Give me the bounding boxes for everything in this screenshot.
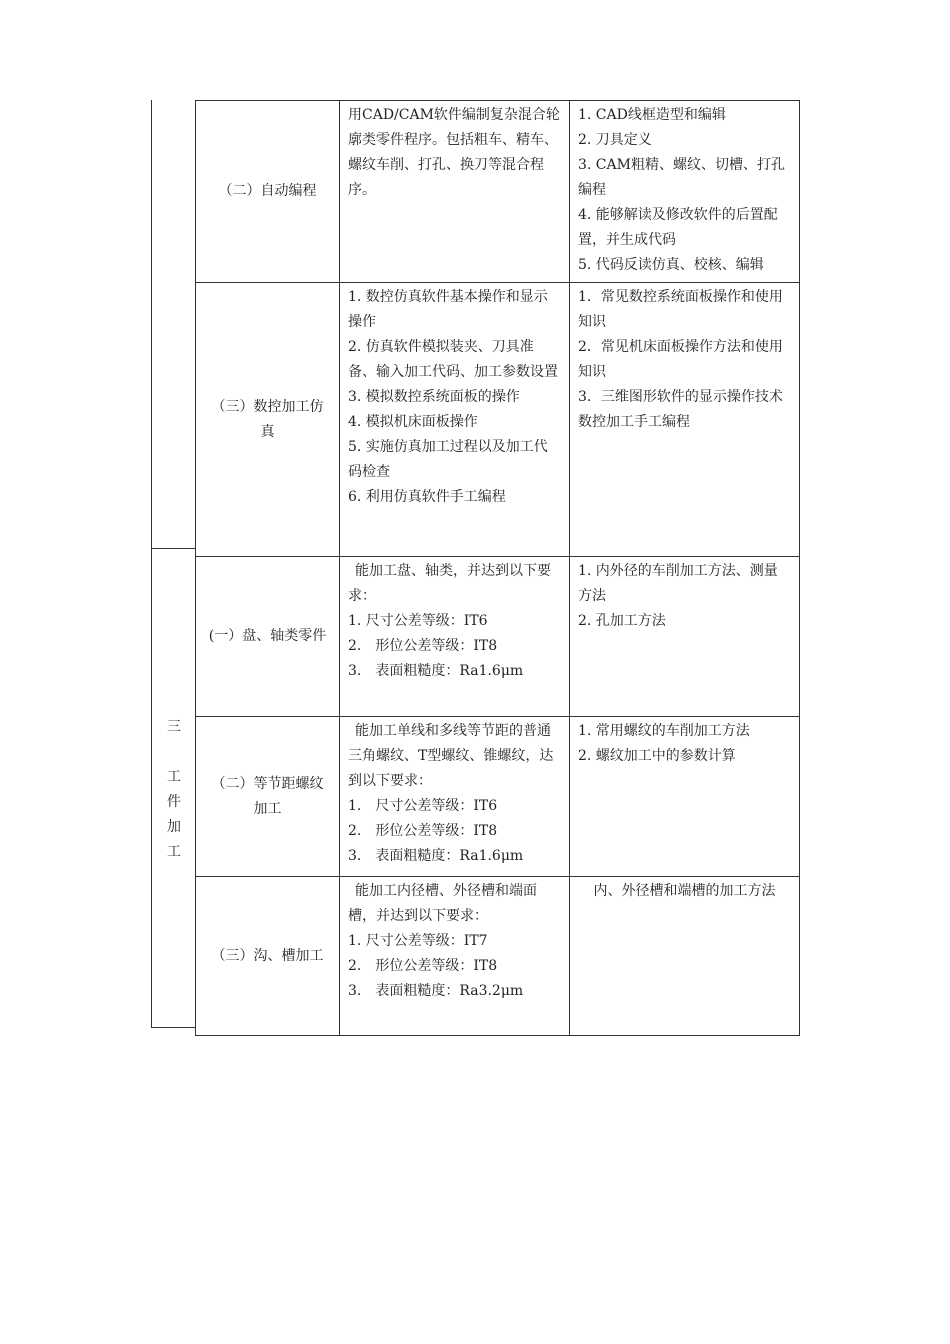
topic-text: (一）盘、轴类零件 <box>208 628 327 644</box>
section-label-char: 三 <box>167 719 181 735</box>
table-row <box>196 877 800 1036</box>
content-line: 6. 利用仿真软件手工编程 <box>348 489 506 505</box>
content-line: 能加工盘、轴类，并达到以下要求： <box>348 563 551 604</box>
knowledge-line: 内、外径槽和端槽的加工方法 <box>593 883 776 899</box>
knowledge-line: 1. CAD线框造型和编辑 <box>578 107 726 123</box>
content-line: 能加工内径槽、外径槽和端面槽，并达到以下要求： <box>348 883 537 924</box>
knowledge-cell <box>570 717 800 877</box>
content-cell <box>340 101 570 283</box>
content-cell <box>340 557 570 717</box>
content-cell <box>340 877 570 1036</box>
content-line: 3. 表面粗糙度：Ra3.2μm <box>348 983 524 999</box>
section-cell-three <box>151 548 195 1028</box>
content-cell <box>340 283 570 557</box>
topic-cell <box>196 877 340 1036</box>
topic-cell <box>196 717 340 877</box>
content-line: 1. 尺寸公差等级：IT6 <box>348 613 488 629</box>
content-line: 4. 模拟机床面板操作 <box>348 414 478 430</box>
knowledge-line: 4. 能够解读及修改软件的后置配置，并生成代码 <box>578 207 778 248</box>
knowledge-line: 1. 常用螺纹的车削加工方法 <box>578 723 750 739</box>
topic-text: （三）数控加工仿真 <box>211 398 324 440</box>
content-cell <box>340 717 570 877</box>
table-row <box>196 283 800 557</box>
topic-text: （二）等节距螺纹加工 <box>211 775 324 817</box>
knowledge-line: 2. 刀具定义 <box>578 132 652 148</box>
section-label-char: 件 <box>167 794 181 810</box>
knowledge-cell <box>570 101 800 283</box>
table-row <box>196 101 800 283</box>
content-line: 用CAD/CAM软件编制复杂混合轮廓类零件程序。包括粗车、精车、螺纹车削、打孔、换刀等混合程序。 <box>348 107 560 198</box>
knowledge-cell <box>570 283 800 557</box>
syllabus-table <box>195 100 800 1036</box>
content-line: 1. 尺寸公差等级：IT7 <box>348 933 488 949</box>
content-line: 2. 仿真软件模拟装夹、刀具准备、输入加工代码、加工参数设置 <box>348 339 558 380</box>
knowledge-cell <box>570 877 800 1036</box>
content-line: 3. 表面粗糙度：Ra1.6μm <box>348 848 524 864</box>
section-cell-previous <box>151 100 195 549</box>
table-row <box>196 717 800 877</box>
section-label-char: 工 <box>167 769 181 785</box>
content-line: 2. 形位公差等级：IT8 <box>348 823 498 839</box>
knowledge-line: 5. 代码反读仿真、校核、编辑 <box>578 257 764 273</box>
knowledge-cell <box>570 557 800 717</box>
topic-text: （二）自动编程 <box>218 183 317 199</box>
knowledge-line: 3．三维图形软件的显示操作技术数控加工手工编程 <box>578 389 783 430</box>
section-label-char: 工 <box>167 844 181 860</box>
content-line: 1. 尺寸公差等级：IT6 <box>348 798 498 814</box>
topic-text: （三）沟、槽加工 <box>211 947 324 964</box>
table-row <box>196 557 800 717</box>
content-line: 2. 形位公差等级：IT8 <box>348 638 498 654</box>
section-label-char: 加 <box>167 819 181 835</box>
knowledge-line: 2. 孔加工方法 <box>578 613 666 629</box>
topic-cell <box>196 283 340 557</box>
content-line: 2. 形位公差等级：IT8 <box>348 958 498 974</box>
topic-cell <box>196 557 340 717</box>
content-line: 3. 表面粗糙度：Ra1.6μm <box>348 663 524 679</box>
topic-cell <box>196 101 340 283</box>
content-line: 能加工单线和多线等节距的普通三角螺纹、T型螺纹、锥螺纹，达到以下要求： <box>348 723 554 789</box>
knowledge-line: 1．常见数控系统面板操作和使用知识 <box>578 289 783 330</box>
knowledge-line: 3. CAM粗精、螺纹、切槽、打孔编程 <box>578 157 785 198</box>
content-line: 1. 数控仿真软件基本操作和显示操作 <box>348 289 548 330</box>
knowledge-line: 2. 螺纹加工中的参数计算 <box>578 748 736 764</box>
knowledge-line: 1. 内外径的车削加工方法、测量方法 <box>578 563 778 604</box>
content-line: 5. 实施仿真加工过程以及加工代码检查 <box>348 439 548 480</box>
knowledge-line: 2．常见机床面板操作方法和使用知识 <box>578 339 783 380</box>
content-line: 3. 模拟数控系统面板的操作 <box>348 389 520 405</box>
